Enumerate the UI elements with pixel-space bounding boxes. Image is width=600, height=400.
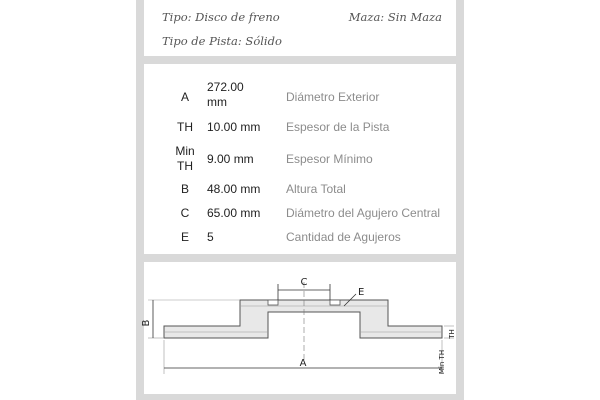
spec-table xyxy=(144,64,456,254)
spec-value: 10.00 mm xyxy=(207,120,261,134)
label-a: A xyxy=(299,358,307,369)
spec-code: C xyxy=(180,206,190,220)
spec-header xyxy=(144,0,456,64)
spec-code: TH xyxy=(177,120,193,134)
hole-notch xyxy=(268,300,278,305)
spec-description: Diámetro del Agujero Central xyxy=(286,206,441,220)
label-e: E xyxy=(358,287,365,298)
label-c: C xyxy=(300,277,308,288)
brake-disc-profile xyxy=(141,262,456,394)
spec-description: Cantidad de Agujeros xyxy=(286,230,401,244)
brake-disc-diagram xyxy=(141,262,456,394)
spec-description: Espesor de la Pista xyxy=(286,120,390,134)
spec-value: 65.00 mm xyxy=(207,206,261,220)
label-min-th: Min TH xyxy=(438,349,446,375)
spec-code: A xyxy=(180,90,189,104)
spec-code: B xyxy=(180,182,189,196)
maza-label: Maza: Sin Maza xyxy=(348,10,442,24)
spec-card xyxy=(136,0,464,400)
spec-value: 5 xyxy=(207,230,214,244)
spec-description: Espesor Mínimo xyxy=(286,152,373,166)
spec-code: Min TH xyxy=(175,144,195,173)
tipo-label: Tipo: Disco de freno xyxy=(162,10,280,24)
diagram-divider xyxy=(144,254,456,262)
spec-description: Diámetro Exterior xyxy=(286,90,380,104)
spec-description: Altura Total xyxy=(286,182,346,196)
spec-value: 9.00 mm xyxy=(207,152,254,166)
spec-value: 48.00 mm xyxy=(207,182,261,196)
label-th: TH xyxy=(448,329,456,339)
spec-value: 272.00 mm xyxy=(207,80,244,109)
spec-code: E xyxy=(180,230,189,244)
hole-notch xyxy=(330,300,340,305)
label-b: B xyxy=(141,319,152,327)
tipo-pista-label: Tipo de Pista: Sólido xyxy=(162,34,282,48)
